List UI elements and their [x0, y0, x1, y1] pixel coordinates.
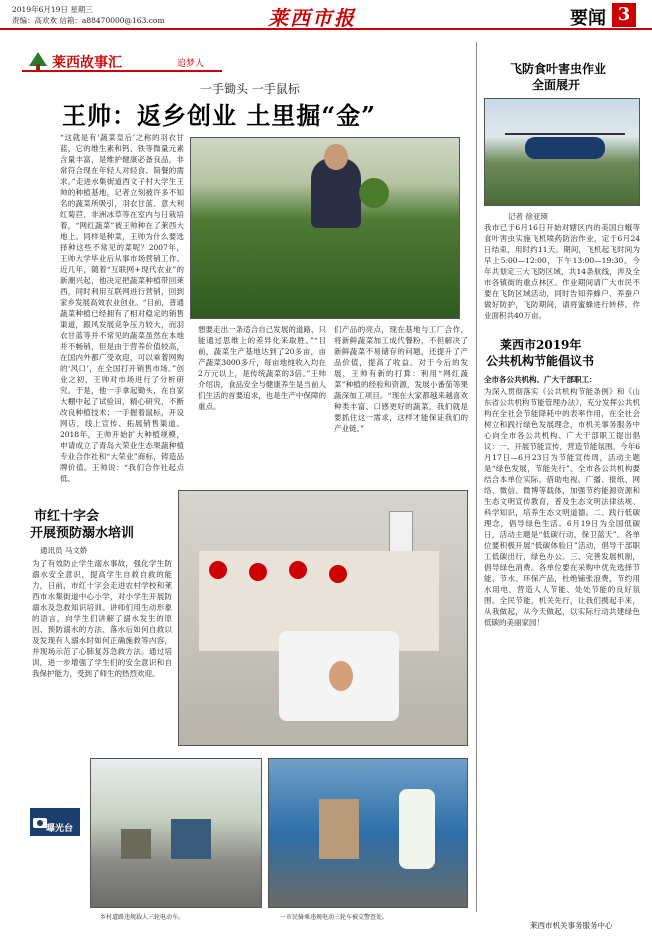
issue-date: 2019年6月19日 星期三 — [12, 5, 93, 14]
caption-right: 一市民骑乘违规电动三轮车被交警查处。 — [280, 914, 389, 921]
story-body-left: “这就是有‘蔬菜皇后’之称的羽衣甘蓝，它的维生素和钙、铁等微量元素含量丰富，是维护健康必备良品，非常符合现在年轻人对轻食、简餐的需求。”走进水集街道西文子村大学生王帅的种植基地，记者立刻被许多不知名的蔬菜所吸引，羽衣甘蓝、意大利红菊苣、非洲冰草等在室内与日栽培着，“网红蔬菜”被王帅种在了莱西大地上。同样是种菜，王帅为什么要选择种这些不常见的菜呢？2007年，王帅大学毕业后从事市场营销工作。近几年，随着“互联网+现代农业”的新潮兴起，他决定把蔬菜种植带回莱西，同时利用互联网进行营销，回到家乡发展高效农业创业。“目前，普通蔬菜种植已经拥有了相对稳定的销售渠道，跟风发展竞争压力较大，而羽衣甘蓝等并不常见的蔬菜虽然在本地并不畅销，但是由于营养价值较高，在国内外都广受欢迎，可以乘着网购的‘风口’，在全国打开销售市场。”创业之初，王帅对市场进行了分析研究。于是，他一手拿起锄头，在自家大棚中起了试验田，精心研究，不断改良种植技术；一手握着鼠标，开设网店，线上宣传、拓展销售渠道。2018年，王帅开始扩大种植规模，申请成立了青岛大荣业生态果蔬种植专业合作社和“大荣业”商标，铸造品牌价值。王帅说：“我们合作社起点低、 — [60, 133, 184, 483]
energy-body: 为深入贯彻落实《公共机构节能条例》和《山东省公共机构节能管理办法》，充分发挥公共机构在全社会节能降耗中的表率作用，在全社会树立和践行绿色发展理念，市机关事务服务中心向全市各公共机构、广大干部职工提出倡议：一、开展节能宣传，营造节能氛围。今年6月17日—6月23日为节能宣传周，活动主题是“绿色发展，节能先行”。全市各公共机构要结合本单位实际，借助电视、广播、报纸、网络、微信、微博等载体，加强节约能源资源和生态文明宣传教育，普及生态文明法律法规、科学知识，培养生态文明道德。二、践行低碳理念，倡导绿色生活。6月19日为全国低碳日，活动主题是“低碳行动，保卫蓝天”。各单位要积极开展“低碳体验日”活动，倡导干部职工低碳出行，绿色办公。三、完善发展机制，倡导绿色消费。各单位要在采购中优先选择节能、节水、环保产品，杜绝铺张浪费，节约用水用电，营造人人节能、处处节能的良好氛围。全民节能，机关先行，让我们携起手来，从我做起，从今天做起，以实际行动共建绿色低碳的美丽家园！ — [484, 387, 640, 627]
energy-title-line1: 莱西市2019年 — [500, 338, 582, 352]
aerial-title-line1: 飞防食叶害虫作业 — [510, 62, 607, 76]
energy-title-line2: 公共机构节能倡议书 — [486, 354, 595, 368]
aerial-photographer: 记者 徐亚瑛 — [508, 212, 548, 221]
section-title: 要闻 — [570, 8, 606, 29]
story-body-right: 们产品的亮点，现在基地与工厂合作，将新鲜蔬菜加工成代餐粉，不但解决了新鲜蔬菜不易储存的问题，还提升了产品价值，提高了收益。对于今后的发展，王帅有新的打算：利用“网红蔬菜”种植的经验和资源，发展小番茄等果蔬深加工项目。“现在大家都越来越喜欢种类丰富、口感更好的蔬菜，我们就是要抓住这一需求，这样才能保证我们的产业链。” — [334, 325, 468, 433]
editor-line: 责编：高欢欢 信箱：a88470000@163.com — [12, 16, 165, 25]
caption-left: 乡村道路违规载人三轮电动车。 — [100, 914, 185, 921]
drill-title-line1: 市红十字会 — [34, 509, 100, 524]
story-title: 王帅：返乡创业 土里掘“金” — [62, 101, 376, 130]
exposure-photo-left — [90, 758, 262, 908]
exposure-badge — [30, 808, 80, 836]
story-kicker: 一手锄头 一手鼠标 — [200, 82, 300, 96]
drill-body: 为了有效防止学生溺水事故，强化学生防溺水安全意识，提高学生自救自救的能力，日前，市红十字会走进农村学校和莱西市水集街道中心小学，对小学生开展防溺水及急救知识培训。讲师们用生动形象的语言，向学生们讲解了溺水发生的原因、预防溺水的方法、落水后如何自救以及发现有人溺水时如何正确施救等内容，并现场示范了心肺复苏急救方法。通过培训，进一步增强了学生们的安全意识和自我保护能力，受到了师生的热烈欢迎。 — [32, 559, 172, 678]
aerial-title-line2: 全面展开 — [532, 78, 581, 92]
training-photo — [178, 490, 468, 746]
energy-signature: 莱西市机关事务服务中心 — [530, 921, 613, 930]
exposure-photo-right — [268, 758, 468, 908]
helicopter-photo — [484, 98, 640, 206]
exposure-label: 曝光台 — [46, 824, 74, 834]
drill-byline: 通讯员 马文娇 — [40, 546, 88, 555]
column-divider — [476, 42, 477, 912]
column-banner — [22, 50, 222, 72]
aerial-body: 我市已于6月16日开始对辖区内的美国白蛾等食叶害虫实施飞机喷药防治作业，定于6月24日结束，用时约11天。期间，飞机起飞时间为早上5:00—12:00，下午13:00—19:30。今年共划定三大飞防区域，共14条航线，涉及全市各镇街的重点林区。作业期间请广大市民不要在飞防区域活动，同时告知养蜂户、养蚕户做好防护，飞防期间，请将蜜蜂进行转移。作业面积共40万亩。 — [484, 223, 640, 320]
column-name: 莱西故事汇 — [52, 55, 122, 71]
drill-title-line2: 开展预防溺水培训 — [30, 526, 135, 541]
farmer-photo — [190, 137, 460, 319]
story-body-mid: 想要走出一条适合自己发展的道路，只能通过思维上的差异化来取胜。”“目前，蔬菜生产基地达到了20多亩，亩产蔬菜3000多斤，每亩地纯收入均在2万元以上，是传统蔬菜的3倍。”王帅介绍说，食品安全与健康养生是当前人们生活的首要追求，也是生产中保障的重点。 — [198, 325, 326, 411]
energy-salutation: 全市各公共机构、广大干部职工： — [484, 375, 597, 384]
column-tag: 追梦人 — [177, 59, 205, 69]
paper-name: 莱西市报 — [268, 6, 356, 30]
page-number: 3 — [612, 3, 636, 27]
tree-logo-icon — [26, 50, 50, 70]
